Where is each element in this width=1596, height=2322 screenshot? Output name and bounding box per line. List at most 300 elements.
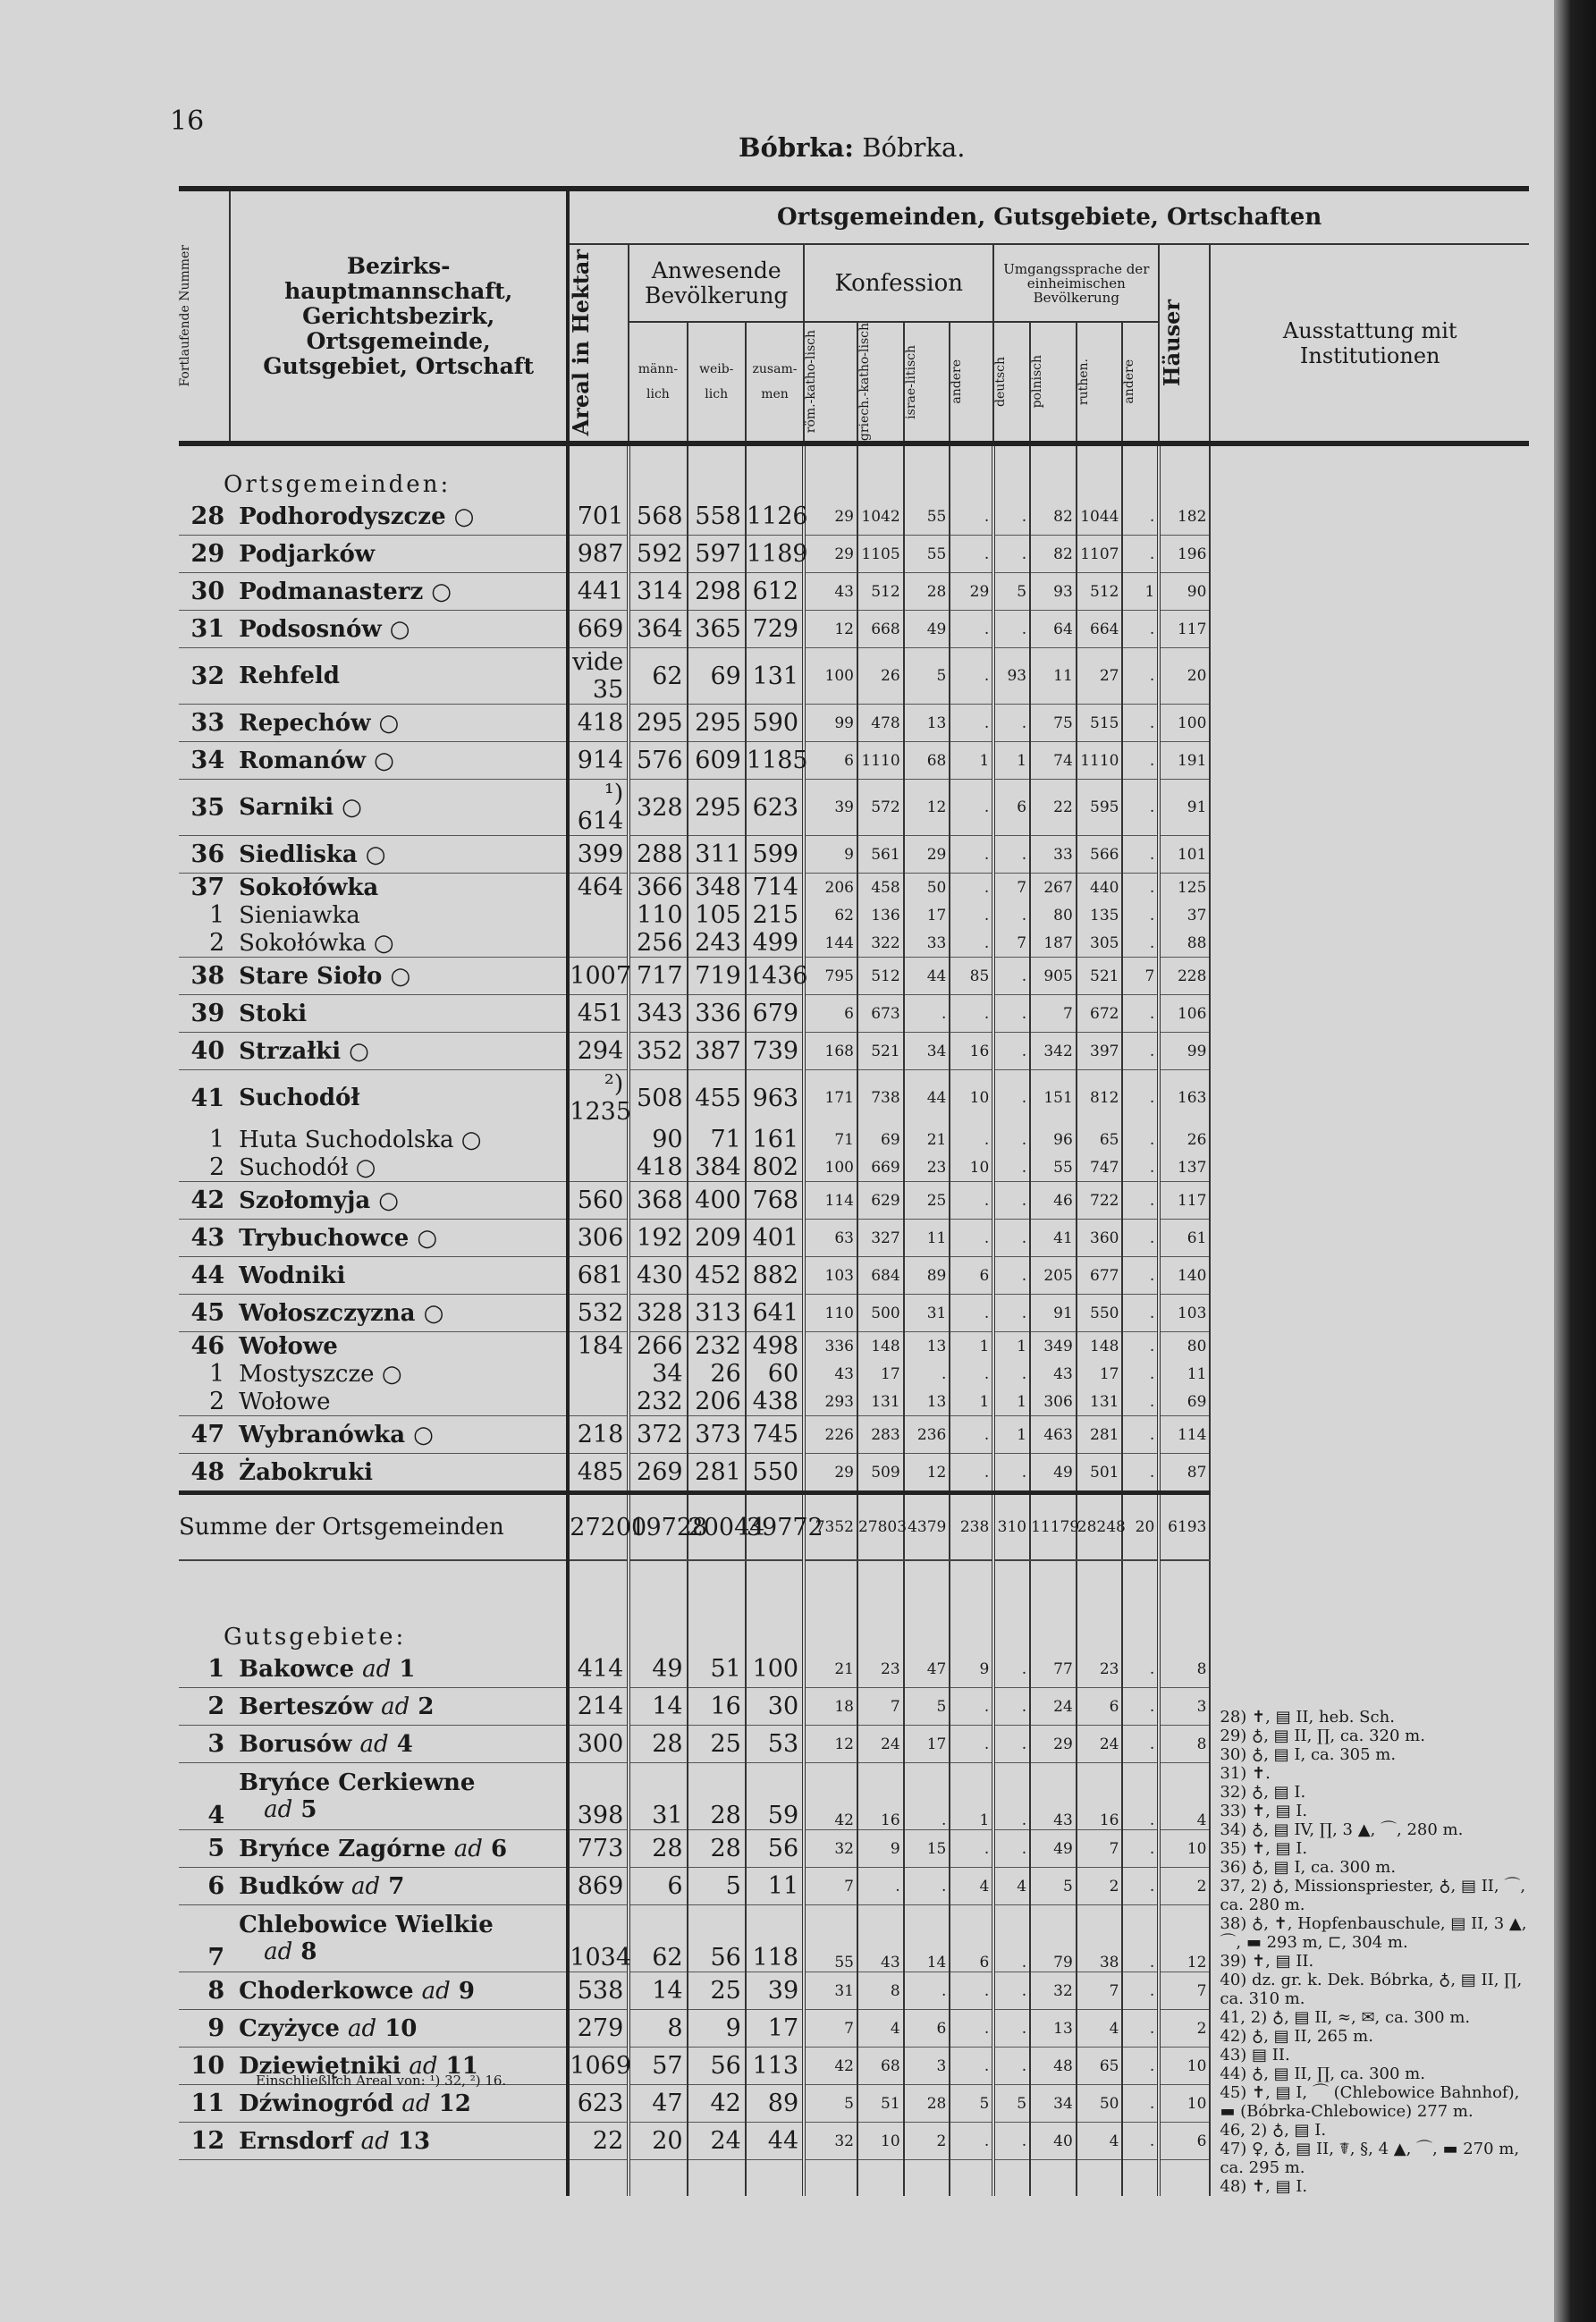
rom-kath-cell: 293	[804, 1388, 857, 1416]
lang-andere-cell: .	[1122, 995, 1159, 1033]
row-number: 7	[179, 1905, 230, 1972]
total-cell: 1189	[746, 536, 804, 573]
houses-cell: 3	[1159, 1688, 1210, 1726]
male-cell: 14	[629, 1972, 687, 2010]
place-name: Wybranówka ○	[230, 1416, 568, 1454]
houses-cell: 4	[1159, 1763, 1210, 1830]
row-number: 44	[179, 1257, 230, 1295]
col-header-female: weib-lich	[688, 322, 746, 441]
konf-andere-cell: .	[950, 1182, 993, 1220]
polnisch-cell: 43	[1030, 1360, 1077, 1388]
statistics-table	[179, 186, 1529, 2196]
griech-kath-cell: 8	[857, 1972, 904, 2010]
col-header-deutsch: deutsch	[993, 322, 1030, 441]
institution-entry: 48) ✝, ▤ I.	[1220, 2177, 1308, 2197]
griech-kath-cell: .	[857, 1868, 904, 1905]
empty-cell	[950, 443, 993, 498]
ad-ref-label: ad	[264, 1796, 293, 1824]
empty-cell	[904, 2160, 950, 2197]
deutsch-cell: .	[993, 2010, 1030, 2048]
male-cell: 592	[629, 536, 687, 573]
israel-cell: 55	[904, 498, 950, 536]
sum-label: Summe der Ortsgemeinden	[179, 1493, 568, 1561]
konf-andere-cell: 10	[950, 1153, 993, 1182]
estate-name-text: Bryńce Cerkiewne	[239, 1769, 476, 1797]
ruthen-cell: 566	[1077, 836, 1123, 874]
israel-cell: 44	[904, 958, 950, 995]
lang-andere-cell: .	[1122, 836, 1159, 874]
male-cell: 14	[629, 1688, 687, 1726]
row-number: 31	[179, 611, 230, 648]
areal-cell: 773	[568, 1830, 629, 1868]
lang-andere-cell: .	[1122, 2010, 1159, 2048]
empty-cell	[950, 1560, 993, 1651]
houses-cell: 80	[1159, 1332, 1210, 1361]
male-cell: 28	[629, 1726, 687, 1763]
place-name: Podhorodyszcze ○	[230, 498, 568, 536]
subplace-name: Wołowe	[230, 1388, 568, 1416]
deutsch-cell: .	[993, 1033, 1030, 1070]
total-cell: 39772	[746, 1493, 804, 1561]
israel-cell: 11	[904, 1220, 950, 1257]
houses-cell: 87	[1159, 1454, 1210, 1493]
empty-cell	[568, 1560, 629, 1651]
empty-cell	[688, 443, 746, 498]
konf-andere-cell: .	[950, 836, 993, 874]
houses-cell: 11	[1159, 1360, 1210, 1388]
empty-cell	[1159, 443, 1210, 498]
griech-kath-cell: 668	[857, 611, 904, 648]
place-name: Sokołówka	[230, 874, 568, 902]
total-cell: 56	[746, 1830, 804, 1868]
running-head	[739, 132, 966, 163]
israel-cell: 17	[904, 901, 950, 929]
subrow-number: 2	[179, 1153, 230, 1182]
empty-cell	[688, 2160, 746, 2197]
empty-cell	[1030, 2160, 1077, 2197]
female-cell: 42	[688, 2085, 746, 2123]
deutsch-cell: .	[993, 1688, 1030, 1726]
total-cell: 623	[746, 780, 804, 836]
ruthen-cell: 672	[1077, 995, 1123, 1033]
deutsch-cell: .	[993, 1070, 1030, 1127]
lang-andere-cell: .	[1122, 1830, 1159, 1868]
ad-ref-label: ad	[381, 1693, 410, 1720]
lang-andere-cell: .	[1122, 1257, 1159, 1295]
konf-andere-cell: 9	[950, 1651, 993, 1688]
deutsch-cell: .	[993, 958, 1030, 995]
estate-name-text: Bryńce Zagórne	[239, 1835, 446, 1862]
lang-andere-cell: .	[1122, 1220, 1159, 1257]
houses-cell: 6	[1159, 2123, 1210, 2160]
houses-cell: 20	[1159, 648, 1210, 705]
female-cell: 51	[688, 1651, 746, 1688]
israel-cell: .	[904, 995, 950, 1033]
rom-kath-cell: 29	[804, 1454, 857, 1493]
griech-kath-cell: 43	[857, 1905, 904, 1972]
houses-cell: 2	[1159, 2010, 1210, 2048]
griech-kath-cell: 27803	[857, 1493, 904, 1561]
deutsch-cell: 1	[993, 1388, 1030, 1416]
konf-andere-cell: 6	[950, 1905, 993, 1972]
deutsch-cell: 5	[993, 2085, 1030, 2123]
total-cell: 131	[746, 648, 804, 705]
konf-andere-cell: .	[950, 1972, 993, 2010]
lang-andere-cell: .	[1122, 780, 1159, 836]
empty-cell	[1077, 2160, 1123, 2197]
polnisch-cell: 32	[1030, 1972, 1077, 2010]
estate-name-text: Chlebowice Wielkie	[239, 1912, 494, 1939]
polnisch-cell: 82	[1030, 536, 1077, 573]
ruthen-cell: 305	[1077, 929, 1123, 958]
total-cell: 599	[746, 836, 804, 874]
col-header-houses: Häuser	[1159, 244, 1210, 441]
total-cell: 161	[746, 1126, 804, 1153]
konf-andere-cell: .	[950, 2123, 993, 2160]
female-cell: 348	[688, 874, 746, 902]
ruthen-cell: 65	[1077, 2048, 1123, 2085]
houses-cell: 196	[1159, 536, 1210, 573]
griech-kath-cell: 1110	[857, 742, 904, 780]
row-number: 34	[179, 742, 230, 780]
griech-kath-cell: 4	[857, 2010, 904, 2048]
houses-cell: 10	[1159, 1830, 1210, 1868]
institution-entry: 42) ♁, ▤ II, 265 m.	[1220, 2027, 1373, 2047]
polnisch-cell: 24	[1030, 1688, 1077, 1726]
konf-andere-cell: .	[950, 611, 993, 648]
lang-andere-cell: .	[1122, 1126, 1159, 1153]
polnisch-cell: 463	[1030, 1416, 1077, 1454]
deutsch-cell: 310	[993, 1493, 1030, 1561]
houses-cell: 103	[1159, 1295, 1210, 1332]
deutsch-cell: .	[993, 1905, 1030, 1972]
institution-entry: 29) ♁, ▤ II, ∏, ca. 320 m.	[1220, 1727, 1425, 1746]
areal-cell: 279	[568, 2010, 629, 2048]
konf-andere-cell: 29	[950, 573, 993, 611]
estate-name	[230, 1763, 568, 1830]
konf-andere-cell: .	[950, 1726, 993, 1763]
institution-entry: 44) ♁, ▤ II, ∏, ca. 300 m.	[1220, 2064, 1425, 2084]
ruthen-cell: 1107	[1077, 536, 1123, 573]
rom-kath-cell: 42	[804, 2048, 857, 2085]
deutsch-cell: 93	[993, 648, 1030, 705]
row-number: 8	[179, 1972, 230, 2010]
male-cell: 366	[629, 874, 687, 902]
houses-cell: 6193	[1159, 1493, 1210, 1561]
institution-entry: 31) ✝.	[1220, 1764, 1271, 1784]
areal-cell: 306	[568, 1220, 629, 1257]
estate-name-text: Budków	[239, 1872, 343, 1900]
institution-entry: 39) ✝, ▤ II.	[1220, 1952, 1314, 1972]
rom-kath-cell: 226	[804, 1416, 857, 1454]
israel-cell: 44	[904, 1070, 950, 1127]
section-label-ortsgemeinden: Ortsgemeinden:	[179, 443, 568, 498]
group-header-language: Umgangssprache der einheimischen Bevölkerung	[993, 244, 1159, 322]
konf-andere-cell: .	[950, 498, 993, 536]
female-cell: 243	[688, 929, 746, 958]
polnisch-cell: 267	[1030, 874, 1077, 902]
griech-kath-cell: 7	[857, 1688, 904, 1726]
griech-kath-cell: 521	[857, 1033, 904, 1070]
estate-name-text: Choderkowce	[239, 1977, 414, 2005]
konf-andere-cell: .	[950, 1830, 993, 1868]
section-label-gutsgebiete: Gutsgebiete:	[179, 1560, 568, 1651]
israel-cell: 236	[904, 1416, 950, 1454]
lang-andere-cell: .	[1122, 929, 1159, 958]
female-cell: 5	[688, 1868, 746, 1905]
rom-kath-cell: 29	[804, 498, 857, 536]
areal-cell: 987	[568, 536, 629, 573]
israel-cell: 34	[904, 1033, 950, 1070]
rom-kath-cell: 795	[804, 958, 857, 995]
konf-andere-cell: 4	[950, 1868, 993, 1905]
row-number: 30	[179, 573, 230, 611]
place-name: Wodniki	[230, 1257, 568, 1295]
deutsch-cell: .	[993, 1830, 1030, 1868]
institution-entry: 37, 2) ♁, Missionspriester, ♁, ▤ II, ⌒, ca. 280 m.	[1220, 1877, 1526, 1915]
lang-andere-cell: 7	[1122, 958, 1159, 995]
page-edge-shadow	[1554, 0, 1596, 2322]
israel-cell: 21	[904, 1126, 950, 1153]
female-cell: 452	[688, 1257, 746, 1295]
institution-entry: 32) ♁, ▤ I.	[1220, 1783, 1306, 1803]
konf-andere-cell: 1	[950, 1332, 993, 1361]
subrow-number: 1	[208, 901, 225, 930]
estate-name	[230, 2123, 568, 2160]
areal-cell: 1007	[568, 958, 629, 995]
polnisch-cell: 11179	[1030, 1493, 1077, 1561]
place-name: Podjarków	[230, 536, 568, 573]
female-cell: 336	[688, 995, 746, 1033]
female-cell: 20044	[688, 1493, 746, 1561]
konf-andere-cell: 238	[950, 1493, 993, 1561]
deutsch-cell: .	[993, 1257, 1030, 1295]
ruthen-cell: 28248	[1077, 1493, 1123, 1561]
estate-name	[230, 1830, 568, 1868]
israel-cell: 12	[904, 1454, 950, 1493]
konf-andere-cell: .	[950, 1220, 993, 1257]
total-cell: 1436	[746, 958, 804, 995]
male-cell: 328	[629, 780, 687, 836]
polnisch-cell: 55	[1030, 1153, 1077, 1182]
griech-kath-cell: 561	[857, 836, 904, 874]
estate-name	[230, 1868, 568, 1905]
areal-cell: 418	[568, 705, 629, 742]
row-number: 28	[179, 498, 230, 536]
griech-kath-cell: 327	[857, 1220, 904, 1257]
polnisch-cell: 151	[1030, 1070, 1077, 1127]
row-number: 4	[179, 1763, 230, 1830]
lang-andere-cell: .	[1122, 498, 1159, 536]
polnisch-cell: 43	[1030, 1763, 1077, 1830]
deutsch-cell: .	[993, 498, 1030, 536]
houses-cell: 12	[1159, 1905, 1210, 1972]
israel-cell: 89	[904, 1257, 950, 1295]
areal-cell: 681	[568, 1257, 629, 1295]
row-number: 48	[179, 1454, 230, 1493]
row-number: 35	[179, 780, 230, 836]
griech-kath-cell: 684	[857, 1257, 904, 1295]
place-name: Stare Sioło ○	[230, 958, 568, 995]
col-header-male: männ-lich	[629, 322, 687, 441]
areal-cell: 27200	[568, 1493, 629, 1561]
areal-cell: 914	[568, 742, 629, 780]
areal-cell: 623	[568, 2085, 629, 2123]
ruthen-cell: 38	[1077, 1905, 1123, 1972]
areal-cell	[568, 901, 629, 929]
konf-andere-cell: .	[950, 1295, 993, 1332]
total-cell: 499	[746, 929, 804, 958]
ruthen-cell: 550	[1077, 1295, 1123, 1332]
areal-cell: 398	[568, 1763, 629, 1830]
polnisch-cell: 7	[1030, 995, 1077, 1033]
lang-andere-cell: .	[1122, 1153, 1159, 1182]
ruthen-cell: 595	[1077, 780, 1123, 836]
deutsch-cell: 1	[993, 742, 1030, 780]
lang-andere-cell: .	[1122, 1688, 1159, 1726]
houses-cell: 99	[1159, 1033, 1210, 1070]
empty-cell	[904, 443, 950, 498]
konf-andere-cell: .	[950, 1416, 993, 1454]
konf-andere-cell: 1	[950, 1388, 993, 1416]
ruthen-cell: 281	[1077, 1416, 1123, 1454]
deutsch-cell: 5	[993, 573, 1030, 611]
female-cell: 373	[688, 1416, 746, 1454]
ad-ref-label: ad	[453, 1835, 483, 1862]
estate-name-text: Borusów	[239, 1730, 352, 1758]
male-cell: 232	[629, 1388, 687, 1416]
place-name: Żabokruki	[230, 1454, 568, 1493]
col-header-name: Bezirks-hauptmannschaft, Gerichtsbezirk, Ortsgemeinde, Gutsgebiet, Ortschaft	[230, 189, 568, 441]
ruthen-cell: 148	[1077, 1332, 1123, 1361]
female-cell: 387	[688, 1033, 746, 1070]
female-cell: 295	[688, 705, 746, 742]
polnisch-cell: 205	[1030, 1257, 1077, 1295]
rom-kath-cell: 71	[804, 1126, 857, 1153]
houses-cell: 10	[1159, 2085, 1210, 2123]
institution-entry: 33) ✝, ▤ I.	[1220, 1802, 1308, 1821]
deutsch-cell: .	[993, 1220, 1030, 1257]
female-cell: 384	[688, 1153, 746, 1182]
houses-cell: 88	[1159, 929, 1210, 958]
rom-kath-cell: 168	[804, 1033, 857, 1070]
lang-andere-cell: .	[1122, 1033, 1159, 1070]
ad-ref-number: 12	[438, 2090, 471, 2117]
houses-cell: 101	[1159, 836, 1210, 874]
ruthen-cell: 664	[1077, 611, 1123, 648]
male-cell: 352	[629, 1033, 687, 1070]
empty-cell	[993, 443, 1030, 498]
subplace-name: Huta Suchodolska ○	[230, 1126, 568, 1153]
deutsch-cell: .	[993, 2048, 1030, 2085]
subplace-name: Sieniawka	[230, 901, 568, 929]
griech-kath-cell: 131	[857, 1388, 904, 1416]
empty-cell	[1159, 2160, 1210, 2197]
total-cell: 89	[746, 2085, 804, 2123]
male-cell: 49	[629, 1651, 687, 1688]
houses-cell: 117	[1159, 1182, 1210, 1220]
areal-cell: vide 35	[568, 648, 629, 705]
rom-kath-cell: 6	[804, 742, 857, 780]
rom-kath-cell: 42	[804, 1763, 857, 1830]
polnisch-cell: 22	[1030, 780, 1077, 836]
male-cell: 269	[629, 1454, 687, 1493]
ad-ref-label: ad	[401, 2090, 431, 2117]
male-cell: 6	[629, 1868, 687, 1905]
male-cell: 288	[629, 836, 687, 874]
total-cell: 612	[746, 573, 804, 611]
male-cell: 28	[629, 1830, 687, 1868]
total-cell: 739	[746, 1033, 804, 1070]
subplace-name: Sokołówka ○	[230, 929, 568, 958]
estate-name-text: Bakowce	[239, 1655, 355, 1683]
konf-andere-cell: .	[950, 929, 993, 958]
col-header-lang-andere: andere	[1122, 322, 1159, 441]
ad-ref-label: ad	[264, 1938, 293, 1966]
empty-cell	[688, 1560, 746, 1651]
male-cell: 568	[629, 498, 687, 536]
estate-name-text: Berteszów	[239, 1693, 374, 1720]
deutsch-cell: .	[993, 1726, 1030, 1763]
ad-ref-number: 10	[384, 2014, 418, 2042]
areal-cell: 1034	[568, 1905, 629, 1972]
polnisch-cell: 91	[1030, 1295, 1077, 1332]
ruthen-cell: 24	[1077, 1726, 1123, 1763]
rom-kath-cell: 43	[804, 573, 857, 611]
areal-cell: 300	[568, 1726, 629, 1763]
ruthen-cell: 747	[1077, 1153, 1123, 1182]
ad-ref-label: ad	[350, 1872, 381, 1900]
konf-andere-cell: .	[950, 1688, 993, 1726]
row-number: 39	[179, 995, 230, 1033]
ruthen-cell: 50	[1077, 2085, 1123, 2123]
female-cell: 719	[688, 958, 746, 995]
ruthen-cell: 16	[1077, 1763, 1123, 1830]
row-number: 9	[179, 2010, 230, 2048]
female-cell: 232	[688, 1332, 746, 1361]
ruthen-cell: 7	[1077, 1830, 1123, 1868]
ad-ref-label: ad	[362, 1655, 392, 1683]
total-cell: 745	[746, 1416, 804, 1454]
ad-ref-number: 11	[445, 2052, 478, 2080]
lang-andere-cell: .	[1122, 1360, 1159, 1388]
deutsch-cell: .	[993, 1454, 1030, 1493]
ad-ref-number: 8	[300, 1938, 317, 1966]
griech-kath-cell: 23	[857, 1651, 904, 1688]
total-cell: 550	[746, 1454, 804, 1493]
place-name: Trybuchowce ○	[230, 1220, 568, 1257]
deutsch-cell: 1	[993, 1416, 1030, 1454]
female-cell: 295	[688, 780, 746, 836]
empty-cell	[857, 1560, 904, 1651]
col-header-polnisch: polnisch	[1030, 322, 1077, 441]
ruthen-cell: 65	[1077, 1126, 1123, 1153]
lang-andere-cell: .	[1122, 611, 1159, 648]
deutsch-cell: .	[993, 836, 1030, 874]
ad-ref-label: ad	[348, 2014, 377, 2042]
griech-kath-cell: 500	[857, 1295, 904, 1332]
female-cell: 56	[688, 2048, 746, 2085]
rom-kath-cell: 7	[804, 2010, 857, 2048]
areal-cell: 184	[568, 1332, 629, 1361]
polnisch-cell: 49	[1030, 1830, 1077, 1868]
areal-cell	[568, 1360, 629, 1388]
male-cell: 328	[629, 1295, 687, 1332]
houses-cell: 228	[1159, 958, 1210, 995]
israel-cell: 50	[904, 874, 950, 902]
empty-cell	[1030, 1560, 1077, 1651]
konf-andere-cell: .	[950, 1360, 993, 1388]
